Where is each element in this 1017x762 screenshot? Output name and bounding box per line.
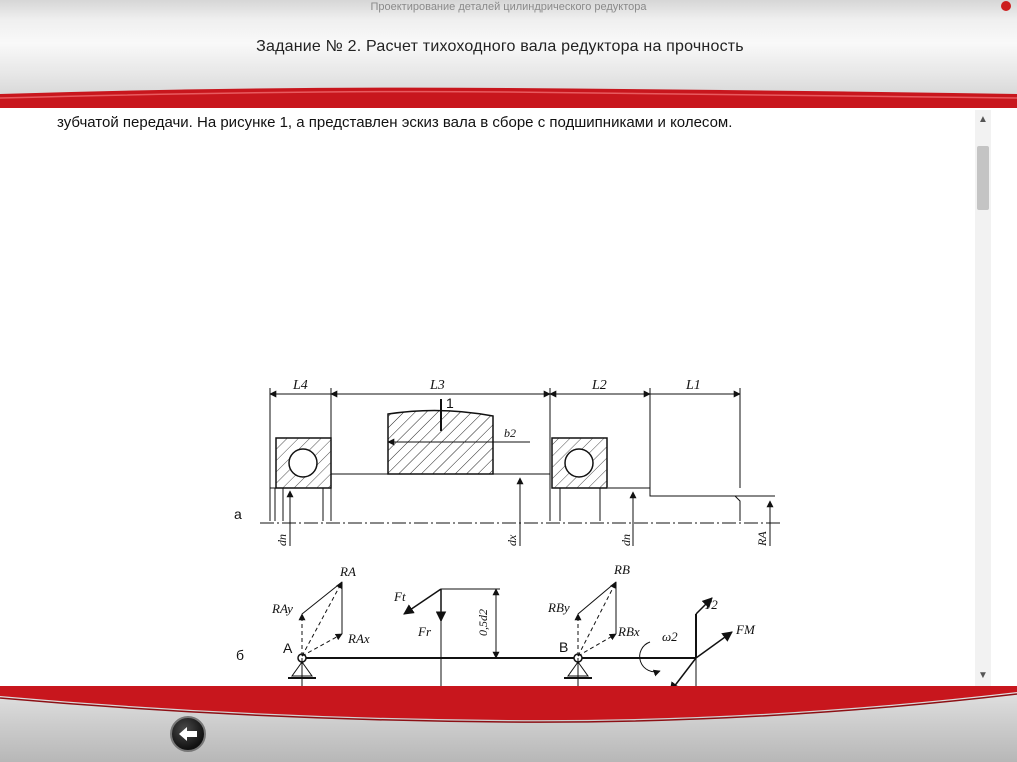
vertical-scrollbar[interactable] (975, 110, 991, 686)
intro-paragraph: зубчатой передачи. На рисунке 1, а представлен эскиз вала в сборе с подшипниками и колесом. (57, 114, 733, 131)
app-title: Проектирование деталей цилиндрического редуктора (370, 1, 647, 13)
rb-label: RB (614, 562, 630, 577)
scroll-down-icon[interactable]: ▼ (978, 670, 988, 681)
footer-red-swoosh (0, 686, 1017, 726)
scroll-thumb[interactable] (977, 146, 989, 210)
ft-label: Ft (394, 589, 406, 604)
header-red-swoosh (0, 84, 1017, 108)
fr-label: Fr (418, 624, 431, 639)
rax-label: RAx (348, 631, 370, 646)
dp-right-label: dп (619, 534, 633, 546)
omega2-label: ω2 (662, 629, 678, 644)
footer-bar (0, 686, 1017, 762)
dx-label: dх (505, 534, 519, 546)
point-b-label: B (559, 639, 569, 655)
gear-marker-1: 1 (446, 395, 454, 411)
fm-label: FM (736, 622, 755, 637)
shaft-figure (0, 108, 972, 686)
scroll-up-icon[interactable]: ▲ (978, 114, 988, 125)
dim-L4: L4 (293, 378, 308, 393)
dim-L3: L3 (430, 378, 445, 393)
ra-shaft-label: RA (755, 531, 769, 546)
point-a-label: A (283, 640, 293, 656)
section-a-label: а (234, 506, 242, 522)
content-area (0, 108, 972, 686)
task-title: Задание № 2. Расчет тихоходного вала редуктора на прочность (256, 38, 744, 55)
header-bar (0, 0, 1017, 108)
rbx-label: RBx (618, 624, 640, 639)
t2-label: T2 (704, 597, 718, 612)
dp-left-label: dп (275, 534, 289, 546)
dim-L2: L2 (592, 378, 607, 393)
close-button[interactable] (1001, 1, 1011, 11)
b2-label: b2 (504, 426, 516, 440)
dim-L1: L1 (686, 378, 701, 393)
back-button[interactable] (170, 716, 206, 752)
back-arrow-icon (172, 718, 204, 750)
ra-label: RA (340, 564, 356, 579)
half-d2-label: 0,5d2 (476, 609, 490, 636)
section-b-label: б (236, 647, 245, 663)
ray-label: RAy (272, 601, 293, 616)
rby-label: RBy (548, 600, 570, 615)
